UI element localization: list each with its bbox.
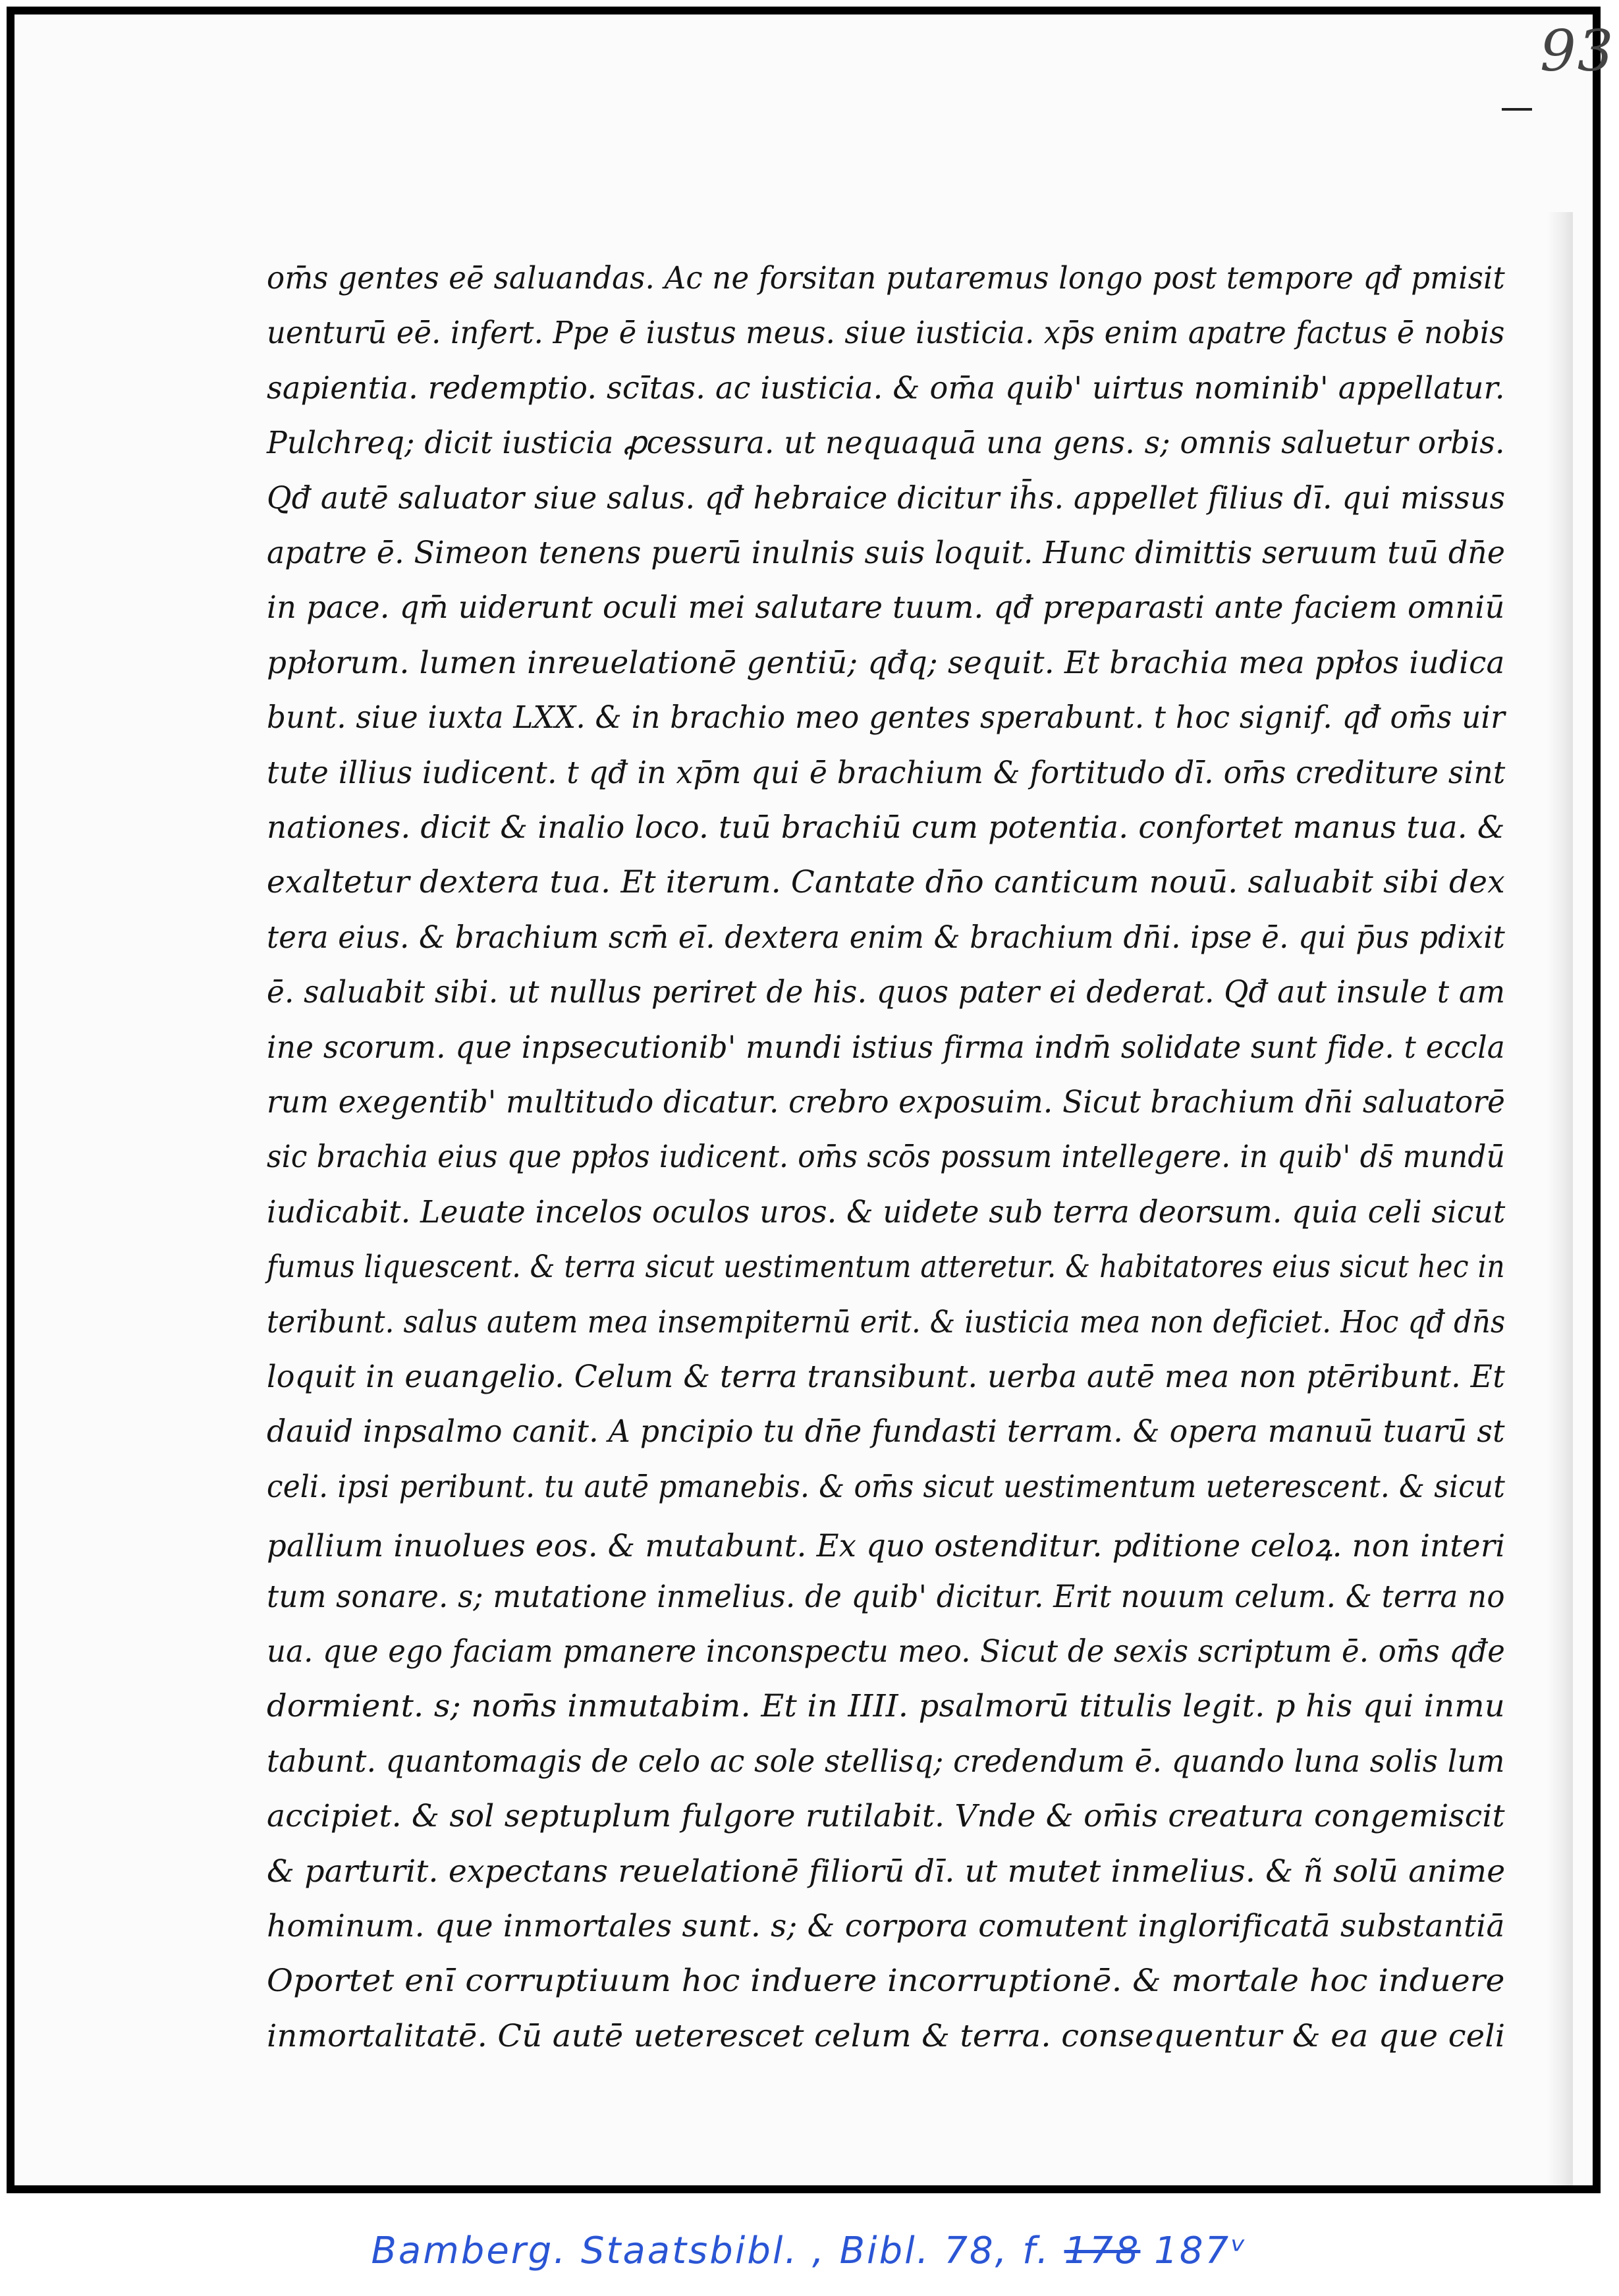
shelfmark-struck-number: 178	[1064, 2229, 1141, 2272]
shelfmark-prefix: Bamberg. Staatsbibl. , Bibl. 78, f.	[371, 2229, 1051, 2272]
manuscript-line: ine scorum. que inpsecutionib' mundi istius firma indm̄ solidate sunt fide. t eccla	[267, 1029, 1506, 1066]
manuscript-line: Pulchreq; dicit iusticia ꝓcessura. ut nequaquā una gens. s; omnis saluetur orbis.	[267, 425, 1505, 462]
manuscript-line: teribunt. salus autem mea insempiternū erit. & iusticia mea non deficiet. Hoc qđ dn̄s	[267, 1303, 1506, 1340]
manuscript-line: Oportet enī corruptiuum hoc induere incorruptionē. & mortale hoc induere	[267, 1963, 1505, 2000]
folio-number: 93	[1540, 18, 1615, 84]
folio-dash	[1502, 108, 1532, 111]
manuscript-line: ua. que ego faciam pmanere inconspectu meo. Sicut de sexis scriptum ē. om̄s qđe	[267, 1633, 1506, 1670]
page-edge-shadow	[1547, 212, 1573, 2188]
manuscript-line: & parturit. expectans reuelationē filiorū dī. ut mutet inmelius. & ñ solū anime	[267, 1853, 1506, 1890]
manuscript-line: fumus liquescent. & terra sicut uestimentum atteretur. & habitatores eius sicut hec in	[267, 1249, 1505, 1286]
manuscript-line: loquit in euangelio. Celum & terra transibunt. uerba autē mea non ptēribunt. Et	[267, 1359, 1505, 1395]
manuscript-line: sapientia. redemptio. scītas. ac iusticia. & om̄a quib' uirtus nominib' appellatur.	[267, 369, 1505, 406]
manuscript-line: ppłorum. lumen inreuelationē gentiū; qđq; sequit. Et brachia mea ppłos iudica	[267, 644, 1505, 681]
manuscript-line: hominum. que inmortales sunt. s; & corpora comutent inglorificatā substantiā	[267, 1908, 1505, 1944]
manuscript-line: om̄s gentes eē saluandas. Ac ne forsitan putaremus longo post tempore qđ pmisit	[267, 260, 1505, 296]
manuscript-line: apatre ē. Simeon tenens puerū inulnis suis loquit. Hunc dimittis seruum tuū dn̄e	[267, 535, 1506, 571]
shelfmark-current-number: 187ᵛ	[1154, 2229, 1248, 2272]
manuscript-line: sic brachia eius que ppłos iudicent. om̄s scōs possum intellegere. in quib' ds̄ mundū	[267, 1139, 1505, 1176]
manuscript-line: accipiet. & sol septuplum fulgore rutilabit. Vnde & om̄is creatura congemiscit	[267, 1798, 1505, 1835]
manuscript-line: pallium inuolues eos. & mutabunt. Ex quo ostenditur. pditione celoꝝ. non interi	[267, 1528, 1506, 1565]
manuscript-line: dauid inpsalmo canit. A pncipio tu dn̄e fundasti terram. & opera manuū tuarū st	[267, 1413, 1505, 1450]
manuscript-line: Qđ autē saluator siue salus. qđ hebraice dicitur ih̄s. appellet filius dī. qui missus	[267, 479, 1506, 516]
manuscript-line: dormient. s; nom̄s inmutabim. Et in IIII. psalmorū titulis legit. p his qui inmu	[267, 1688, 1505, 1725]
manuscript-line: ē. saluabit sibi. ut nullus periret de his. quos pater ei dederat. Qđ aut insule t am	[267, 974, 1506, 1011]
manuscript-line: inmortalitatē. Cū autē ueterescet celum & terra. consequentur & ea que celi	[267, 2017, 1506, 2054]
manuscript-line: exaltetur dextera tua. Et iterum. Cantate dn̄o canticum nouū. saluabit sibi dex	[267, 864, 1505, 901]
library-shelfmark-note	[0, 2229, 1619, 2272]
manuscript-line: nationes. dicit & inalio loco. tuū brachiū cum potentia. confortet manus tua. &	[267, 809, 1505, 846]
manuscript-line: celi. ipsi peribunt. tu autē pmanebis. & om̄s sicut uestimentum ueterescent. & sicut	[267, 1468, 1506, 1505]
manuscript-line: tute illius iudicent. t qđ in xp̄m qui ē brachium & fortitudo dī. om̄s crediture sint	[267, 754, 1506, 791]
manuscript-line: tum sonare. s; mutatione inmelius. de quib' dicitur. Erit nouum celum. & terra no	[267, 1578, 1505, 1615]
manuscript-line: in pace. qm̄ uiderunt oculi mei salutare tuum. qđ preparasti ante faciem omniū	[267, 589, 1505, 626]
manuscript-line: iudicabit. Leuate incelos oculos uros. & uidete sub terra deorsum. quia celi sicut	[267, 1193, 1506, 1230]
manuscript-line: tera eius. & brachium scm̄ eī. dextera enim & brachium dn̄i. ipse ē. qui p̄us pdixit	[267, 919, 1506, 956]
manuscript-line: uenturū eē. infert. Ppe ē iustus meus. siue iusticia. xp̄s enim apatre factus ē nobis	[267, 315, 1505, 352]
manuscript-line: rum exegentib' multitudo dicatur. crebro exposuim. Sicut brachium dn̄i saluatorē	[267, 1084, 1506, 1120]
manuscript-line: tabunt. quantomagis de celo ac sole stellisq; credendum ē. quando luna solis lum	[267, 1743, 1505, 1780]
manuscript-line: bunt. siue iuxta LXX. & in brachio meo gentes sperabunt. t hoc signif. qđ om̄s uir	[267, 699, 1505, 736]
